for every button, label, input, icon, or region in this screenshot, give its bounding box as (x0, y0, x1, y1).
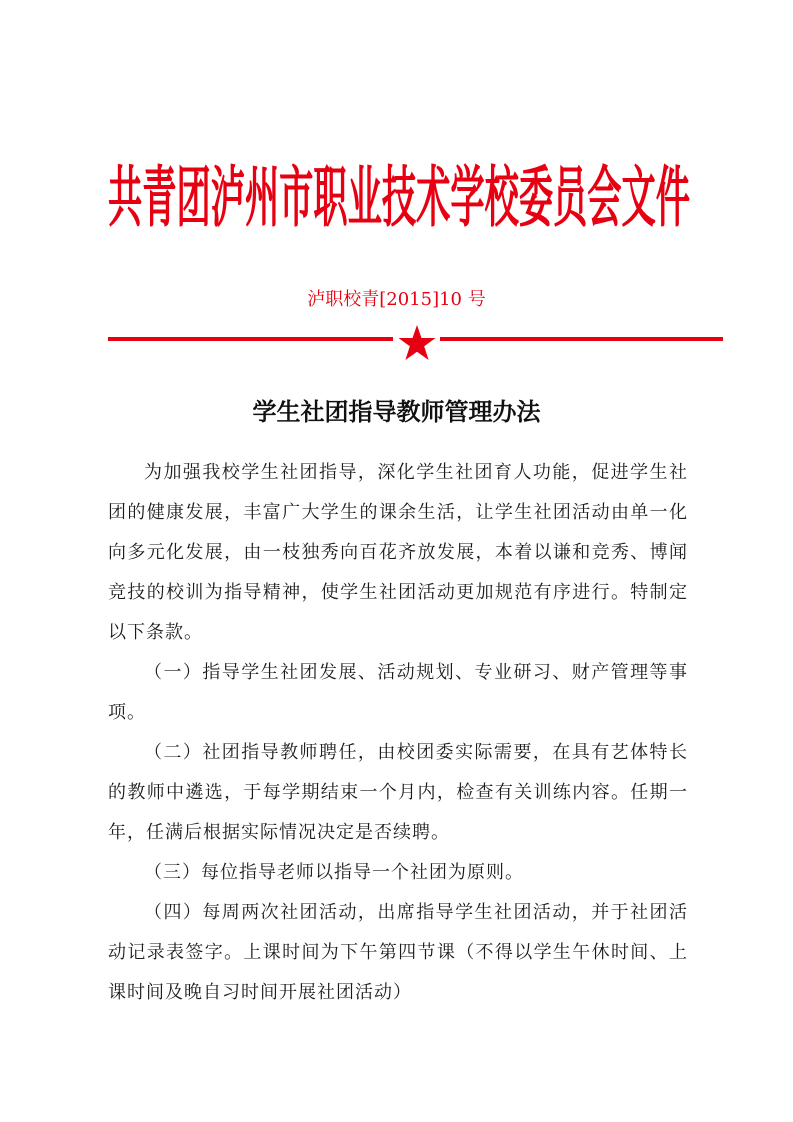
paragraph-clause-1: （一）指导学生社团发展、活动规划、专业研习、财产管理等事项。 (108, 662, 688, 723)
document-title: 学生社团指导教师管理办法 (252, 398, 541, 426)
paragraph-clause-2: （二）社团指导教师聘任，由校团委实际需要，在具有艺体特长的教师中遴选，于每学期结束一个月内，检查有关训练内容。任期一年，任满后根据实际情况决定是否续聘。 (108, 742, 688, 843)
star-icon (398, 325, 436, 361)
red-divider-left (108, 337, 393, 341)
paragraph-clause-3: （三）每位指导老师以指导一个社团为原则。 (144, 862, 524, 883)
issuing-organization-title (108, 108, 690, 290)
red-divider-right (440, 337, 723, 341)
issuing-organization-title-text: 共青团泸州市职业技术学校委员会文件 (108, 160, 690, 237)
document-number: 泸职校青[2015]10 号 (307, 289, 486, 310)
document-body (108, 453, 688, 1013)
star-icon-shape (399, 325, 436, 360)
paragraph-intro: 为加强我校学生社团指导，深化学生社团育人功能，促进学生社团的健康发展，丰富广大学生的课余生活，让学生社团活动由单一化向多元化发展，由一枝独秀向百花齐放发展，本着以谦和竞秀、博闻竞技的校训为指导精神，使学生社团活动更加规范有序进行。特制定以下条款。 (108, 462, 688, 643)
paragraph-clause-4: （四）每周两次社团活动，出席指导学生社团活动，并于社团活动记录表签字。上课时间为下午第四节课（不得以学生午休时间、上课时间及晚自习时间开展社团活动） (108, 902, 688, 1003)
